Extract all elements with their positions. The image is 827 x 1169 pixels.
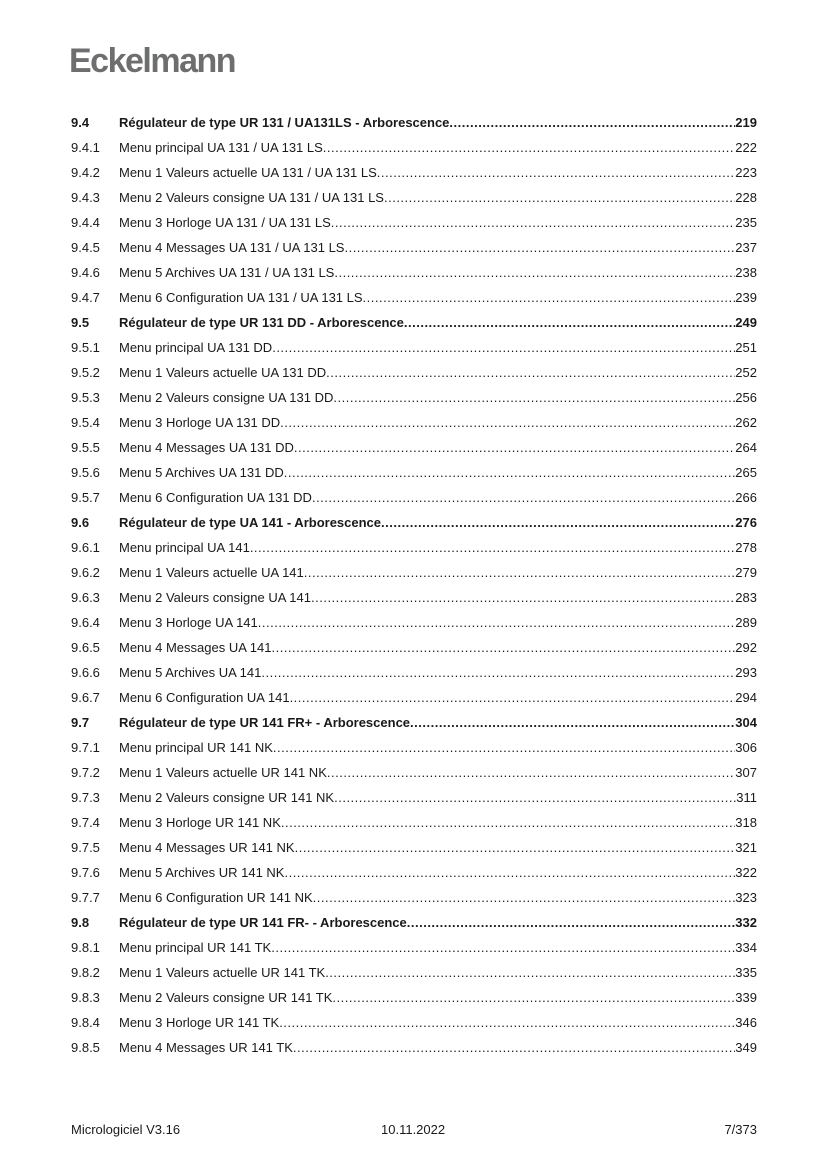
toc-entry-title: Menu 3 Horloge UR 141 NK	[119, 815, 281, 830]
toc-entry-title-wrap	[119, 665, 735, 680]
toc-subsection-entry[interactable]	[71, 485, 757, 510]
toc-section-entry[interactable]	[71, 710, 757, 735]
toc-entry-title: Régulateur de type UR 141 FR+ - Arborescence	[119, 715, 411, 730]
toc-entry-number: 9.7	[71, 715, 90, 730]
toc-subsection-entry[interactable]	[71, 460, 757, 485]
toc-entry-number: 9.5.1	[71, 340, 100, 355]
toc-entry-number: 9.4.1	[71, 140, 100, 155]
dot-leader	[381, 515, 735, 530]
dot-leader	[280, 415, 735, 430]
toc-entry-number: 9.4.2	[71, 165, 100, 180]
toc-entry-title: Menu principal UA 141	[119, 540, 250, 555]
dot-leader	[407, 915, 736, 930]
dot-leader	[295, 840, 736, 855]
toc-entry-page: 292	[735, 640, 757, 655]
toc-entry-page: 346	[735, 1015, 757, 1030]
toc-entry-title: Menu 4 Messages UR 141 TK	[119, 1040, 293, 1055]
dot-leader	[311, 590, 735, 605]
toc-entry-page: 264	[735, 440, 757, 455]
toc-entry-number: 9.7.7	[71, 890, 100, 905]
toc-entry-title-wrap	[119, 240, 735, 255]
toc-subsection-entry[interactable]	[71, 760, 757, 785]
toc-entry-title: Menu 4 Messages UR 141 NK	[119, 840, 295, 855]
toc-entry-number: 9.4	[71, 115, 90, 130]
toc-entry-title: Régulateur de type UA 141 - Arborescence	[119, 515, 382, 530]
dot-leader	[279, 1015, 735, 1030]
toc-entry-title-wrap	[119, 465, 735, 480]
dot-leader	[313, 890, 736, 905]
toc-entry-title-wrap	[119, 115, 735, 130]
toc-entry-title-wrap	[119, 590, 735, 605]
toc-entry-number: 9.6.2	[71, 565, 100, 580]
toc-entry-title-wrap	[119, 365, 735, 380]
toc-entry-title: Menu 6 Configuration UA 141	[119, 690, 290, 705]
toc-entry-number: 9.6.6	[71, 665, 100, 680]
toc-entry-page: 239	[735, 290, 757, 305]
dot-leader	[384, 190, 735, 205]
toc-entry-page: 318	[735, 815, 757, 830]
toc-entry-title: Menu 1 Valeurs actuelle UA 131 DD	[119, 365, 327, 380]
toc-entry-title: Régulateur de type UR 131 / UA131LS - Arborescence	[119, 115, 450, 130]
dot-leader	[312, 490, 735, 505]
toc-subsection-entry[interactable]	[71, 785, 757, 810]
toc-subsection-entry[interactable]	[71, 660, 757, 685]
toc-entry-page: 283	[735, 590, 757, 605]
toc-entry-title-wrap	[119, 440, 735, 455]
table-of-contents	[71, 110, 757, 1060]
toc-subsection-entry[interactable]	[71, 1035, 757, 1060]
toc-entry-number: 9.4.5	[71, 240, 100, 255]
toc-entry-page: 321	[735, 840, 757, 855]
toc-entry-title-wrap	[119, 215, 735, 230]
toc-entry-title-wrap	[119, 1040, 735, 1055]
footer-software-version: Micrologiciel V3.16	[71, 1122, 181, 1137]
toc-subsection-entry[interactable]	[71, 335, 757, 360]
dot-leader	[261, 665, 735, 680]
toc-section-entry[interactable]	[71, 510, 757, 535]
dot-leader	[281, 815, 735, 830]
toc-entry-title: Menu 6 Configuration UA 131 / UA 131 LS	[119, 290, 363, 305]
toc-subsection-entry[interactable]	[71, 585, 757, 610]
toc-entry-page: 278	[735, 540, 757, 555]
toc-entry-page: 265	[735, 465, 757, 480]
eckelmann-logo: Eckelmann	[69, 42, 236, 80]
toc-entry-number: 9.7.4	[71, 815, 100, 830]
toc-entry-page: 237	[735, 240, 757, 255]
toc-entry-title-wrap	[119, 615, 735, 630]
toc-entry-title-wrap	[119, 865, 735, 880]
toc-entry-page: 238	[735, 265, 757, 280]
toc-entry-title-wrap	[119, 515, 735, 530]
toc-entry-number: 9.5	[71, 315, 90, 330]
toc-entry-number: 9.6.3	[71, 590, 100, 605]
toc-entry-page: 223	[735, 165, 757, 180]
toc-entry-number: 9.8.4	[71, 1015, 100, 1030]
toc-entry-number: 9.7.1	[71, 740, 100, 755]
dot-leader	[325, 965, 735, 980]
toc-entry-page: 335	[735, 965, 757, 980]
dot-leader	[293, 1040, 735, 1055]
dot-leader	[284, 465, 736, 480]
toc-subsection-entry[interactable]	[71, 985, 757, 1010]
toc-subsection-entry[interactable]	[71, 685, 757, 710]
dot-leader	[290, 690, 736, 705]
toc-entry-page: 262	[735, 415, 757, 430]
toc-entry-page: 332	[735, 915, 757, 930]
toc-entry-page: 307	[735, 765, 757, 780]
toc-entry-number: 9.6.7	[71, 690, 100, 705]
toc-entry-number: 9.4.4	[71, 215, 100, 230]
toc-entry-title-wrap	[119, 140, 735, 155]
toc-entry-number: 9.6.4	[71, 615, 100, 630]
dot-leader	[331, 215, 736, 230]
toc-subsection-entry[interactable]	[71, 810, 757, 835]
toc-entry-page: 293	[735, 665, 757, 680]
toc-entry-page: 339	[735, 990, 757, 1005]
toc-subsection-entry[interactable]	[71, 635, 757, 660]
toc-entry-title: Menu principal UR 141 NK	[119, 740, 273, 755]
dot-leader	[334, 790, 736, 805]
toc-entry-title: Menu 4 Messages UA 141	[119, 640, 272, 655]
dot-leader	[258, 615, 736, 630]
toc-entry-title: Menu 3 Horloge UA 141	[119, 615, 258, 630]
toc-entry-title-wrap	[119, 790, 736, 805]
toc-entry-page: 311	[736, 790, 757, 805]
dot-leader	[327, 765, 735, 780]
toc-entry-number: 9.5.3	[71, 390, 100, 405]
dot-leader	[404, 315, 735, 330]
toc-entry-page: 276	[735, 515, 757, 530]
toc-entry-number: 9.5.6	[71, 465, 100, 480]
toc-entry-title: Menu 6 Configuration UR 141 NK	[119, 890, 313, 905]
toc-entry-page: 323	[735, 890, 757, 905]
dot-leader	[323, 140, 736, 155]
dot-leader	[377, 165, 736, 180]
toc-entry-number: 9.5.4	[71, 415, 100, 430]
toc-subsection-entry[interactable]	[71, 435, 757, 460]
toc-entry-title: Menu 5 Archives UR 141 NK	[119, 865, 285, 880]
toc-section-entry[interactable]	[71, 110, 757, 135]
toc-entry-page: 228	[735, 190, 757, 205]
toc-entry-title-wrap	[119, 415, 735, 430]
toc-entry-number: 9.8.2	[71, 965, 100, 980]
dot-leader	[271, 640, 735, 655]
toc-subsection-entry[interactable]	[71, 860, 757, 885]
toc-entry-page: 249	[735, 315, 757, 330]
toc-entry-title: Menu 2 Valeurs consigne UA 141	[119, 590, 311, 605]
dot-leader	[410, 715, 735, 730]
toc-entry-number: 9.7.2	[71, 765, 100, 780]
dot-leader	[333, 390, 735, 405]
toc-entry-page: 251	[735, 340, 757, 355]
toc-entry-title-wrap	[119, 990, 735, 1005]
toc-entry-title-wrap	[119, 940, 735, 955]
toc-entry-title-wrap	[119, 390, 735, 405]
toc-subsection-entry[interactable]	[71, 1010, 757, 1035]
toc-subsection-entry[interactable]	[71, 735, 757, 760]
toc-entry-page: 252	[735, 365, 757, 380]
dot-leader	[449, 115, 735, 130]
toc-entry-number: 9.5.2	[71, 365, 100, 380]
toc-entry-title: Menu 1 Valeurs actuelle UA 131 / UA 131 LS	[119, 165, 377, 180]
dot-leader	[344, 240, 735, 255]
footer-page-number: 7/373	[724, 1122, 757, 1137]
toc-subsection-entry[interactable]	[71, 360, 757, 385]
toc-entry-title: Menu 4 Messages UA 131 DD	[119, 440, 294, 455]
toc-entry-number: 9.5.5	[71, 440, 100, 455]
toc-subsection-entry[interactable]	[71, 235, 757, 260]
toc-subsection-entry[interactable]	[71, 185, 757, 210]
toc-entry-number: 9.7.3	[71, 790, 100, 805]
toc-entry-title-wrap	[119, 1015, 735, 1030]
toc-entry-page: 256	[735, 390, 757, 405]
dot-leader	[332, 990, 735, 1005]
toc-entry-title: Menu 2 Valeurs consigne UA 131 DD	[119, 390, 334, 405]
toc-subsection-entry[interactable]	[71, 560, 757, 585]
toc-entry-page: 294	[735, 690, 757, 705]
toc-entry-number: 9.6	[71, 515, 90, 530]
dot-leader	[250, 540, 735, 555]
toc-entry-title: Menu principal UR 141 TK	[119, 940, 272, 955]
toc-entry-title: Menu 3 Horloge UR 141 TK	[119, 1015, 280, 1030]
toc-entry-title-wrap	[119, 915, 735, 930]
toc-subsection-entry[interactable]	[71, 535, 757, 560]
toc-entry-number: 9.5.7	[71, 490, 100, 505]
toc-section-entry[interactable]	[71, 910, 757, 935]
toc-entry-title: Menu 3 Horloge UA 131 DD	[119, 415, 281, 430]
toc-entry-title: Menu principal UA 131 / UA 131 LS	[119, 140, 323, 155]
toc-entry-page: 266	[735, 490, 757, 505]
toc-subsection-entry[interactable]	[71, 885, 757, 910]
dot-leader	[304, 565, 736, 580]
toc-entry-title: Menu 1 Valeurs actuelle UR 141 NK	[119, 765, 327, 780]
toc-entry-number: 9.8.3	[71, 990, 100, 1005]
toc-entry-number: 9.6.1	[71, 540, 100, 555]
toc-subsection-entry[interactable]	[71, 385, 757, 410]
toc-entry-page: 222	[735, 140, 757, 155]
toc-entry-title-wrap	[119, 190, 735, 205]
toc-entry-number: 9.4.3	[71, 190, 100, 205]
toc-entry-title-wrap	[119, 265, 735, 280]
toc-subsection-entry[interactable]	[71, 160, 757, 185]
dot-leader	[334, 265, 735, 280]
toc-entry-title: Menu 5 Archives UA 131 DD	[119, 465, 284, 480]
toc-entry-number: 9.8.5	[71, 1040, 100, 1055]
toc-entry-page: 289	[735, 615, 757, 630]
toc-entry-title-wrap	[119, 765, 735, 780]
toc-entry-title: Menu 1 Valeurs actuelle UA 141	[119, 565, 304, 580]
toc-entry-title: Menu 5 Archives UA 131 / UA 131 LS	[119, 265, 335, 280]
toc-entry-title: Menu 2 Valeurs consigne UR 141 NK	[119, 790, 335, 805]
footer-date: 10.11.2022	[381, 1122, 446, 1137]
toc-entry-title-wrap	[119, 640, 735, 655]
dot-leader	[284, 865, 735, 880]
dot-leader	[273, 740, 735, 755]
toc-entry-title-wrap	[119, 565, 735, 580]
toc-entry-page: 304	[735, 715, 757, 730]
toc-entry-title: Régulateur de type UR 131 DD - Arborescence	[119, 315, 404, 330]
toc-entry-title-wrap	[119, 840, 735, 855]
toc-subsection-entry[interactable]	[71, 610, 757, 635]
toc-entry-title-wrap	[119, 315, 735, 330]
toc-entry-title-wrap	[119, 965, 735, 980]
toc-entry-title-wrap	[119, 165, 735, 180]
toc-entry-number: 9.8.1	[71, 940, 100, 955]
toc-entry-title: Menu 6 Configuration UA 131 DD	[119, 490, 312, 505]
dot-leader	[363, 290, 736, 305]
toc-entry-title-wrap	[119, 490, 735, 505]
toc-subsection-entry[interactable]	[71, 835, 757, 860]
toc-subsection-entry[interactable]	[71, 935, 757, 960]
toc-entry-number: 9.4.6	[71, 265, 100, 280]
toc-entry-title: Régulateur de type UR 141 FR- - Arborescence	[119, 915, 407, 930]
toc-subsection-entry[interactable]	[71, 260, 757, 285]
toc-entry-title-wrap	[119, 290, 735, 305]
toc-entry-title-wrap	[119, 890, 735, 905]
toc-entry-page: 306	[735, 740, 757, 755]
toc-entry-page: 334	[735, 940, 757, 955]
toc-entry-title-wrap	[119, 340, 735, 355]
toc-entry-number: 9.7.6	[71, 865, 100, 880]
toc-entry-title-wrap	[119, 815, 735, 830]
dot-leader	[271, 940, 735, 955]
toc-subsection-entry[interactable]	[71, 135, 757, 160]
toc-subsection-entry[interactable]	[71, 210, 757, 235]
toc-entry-number: 9.8	[71, 915, 90, 930]
toc-entry-title: Menu principal UA 131 DD	[119, 340, 273, 355]
toc-entry-title-wrap	[119, 715, 735, 730]
toc-entry-number: 9.6.5	[71, 640, 100, 655]
toc-entry-title-wrap	[119, 540, 735, 555]
toc-entry-number: 9.7.5	[71, 840, 100, 855]
toc-entry-title-wrap	[119, 690, 735, 705]
toc-subsection-entry[interactable]	[71, 410, 757, 435]
toc-entry-page: 279	[735, 565, 757, 580]
toc-entry-title: Menu 4 Messages UA 131 / UA 131 LS	[119, 240, 345, 255]
toc-entry-page: 349	[735, 1040, 757, 1055]
toc-entry-page: 235	[735, 215, 757, 230]
toc-entry-page: 322	[735, 865, 757, 880]
toc-entry-number: 9.4.7	[71, 290, 100, 305]
toc-entry-title: Menu 2 Valeurs consigne UR 141 TK	[119, 990, 333, 1005]
toc-entry-title-wrap	[119, 740, 735, 755]
toc-entry-title: Menu 3 Horloge UA 131 / UA 131 LS	[119, 215, 331, 230]
dot-leader	[272, 340, 735, 355]
toc-entry-page: 219	[735, 115, 757, 130]
dot-leader	[294, 440, 735, 455]
toc-entry-title: Menu 2 Valeurs consigne UA 131 / UA 131 LS	[119, 190, 384, 205]
toc-section-entry[interactable]	[71, 310, 757, 335]
toc-entry-title: Menu 5 Archives UA 141	[119, 665, 262, 680]
toc-entry-title: Menu 1 Valeurs actuelle UR 141 TK	[119, 965, 326, 980]
toc-subsection-entry[interactable]	[71, 960, 757, 985]
toc-subsection-entry[interactable]	[71, 285, 757, 310]
dot-leader	[326, 365, 735, 380]
